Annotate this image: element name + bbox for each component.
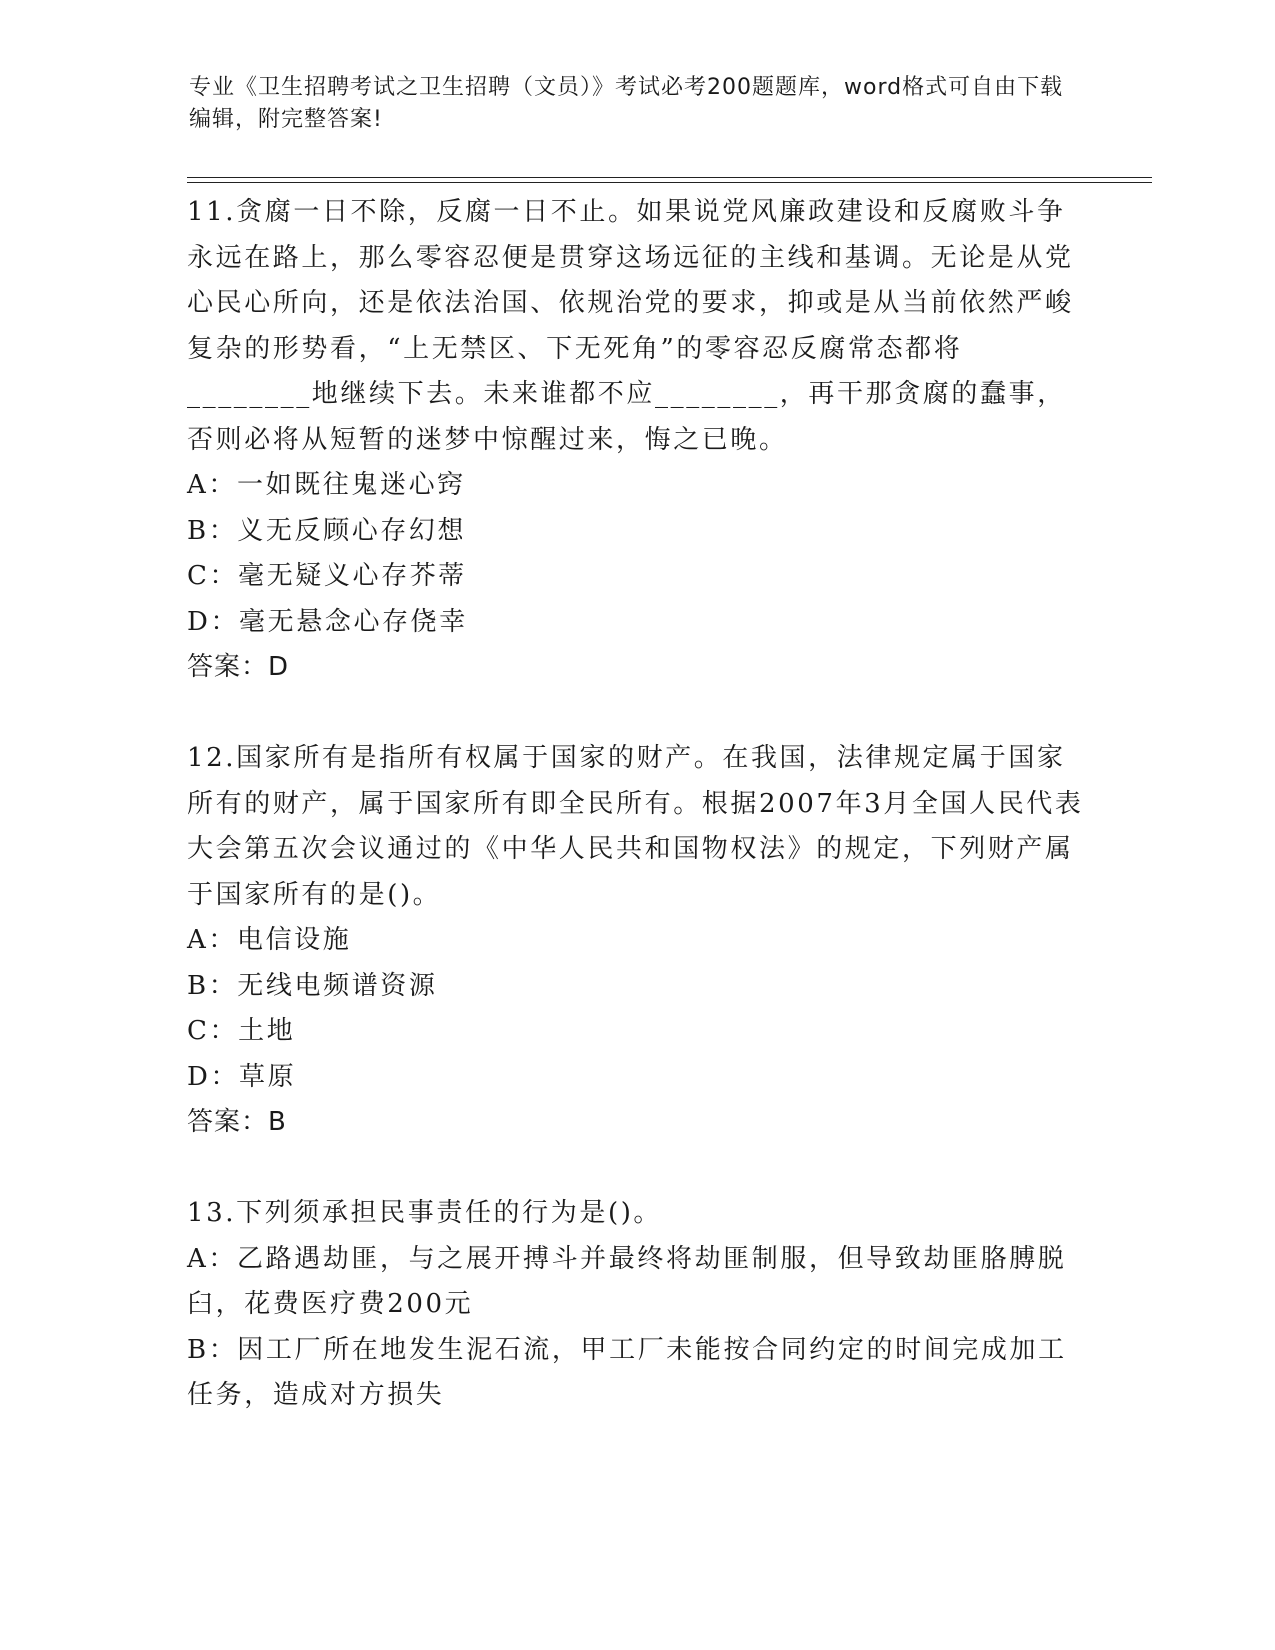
option-b: B：因工厂所在地发生泥石流，甲工厂未能按合同约定的时间完成加工任务，造成对方损失: [187, 1334, 1067, 1410]
question-list: [187, 190, 1087, 1419]
answer-line: 答案：B: [187, 1107, 287, 1137]
question-11: [187, 190, 1087, 691]
answer-line: 答案：D: [187, 652, 290, 682]
question-spacer: [187, 1146, 1087, 1192]
option-a: A：电信设施: [187, 925, 352, 955]
question-stem: 12.国家所有是指所有权属于国家的财产。在我国，法律规定属于国家所有的财产，属于国家所有即全民所有。根据2007年3月全国人民代表大会第五次会议通过的《中华人民共和国物权法》的规定，下列财产属于国家所有的是()。: [187, 743, 1084, 910]
page-header-text: 专业《卫生招聘考试之卫生招聘（文员）》考试必考200题题库，word格式可自由下载编辑，附完整答案!: [189, 75, 1064, 132]
question-13: [187, 1191, 1087, 1419]
option-a: A：乙路遇劫匪，与之展开搏斗并最终将劫匪制服，但导致劫匪胳膊脱臼，花费医疗费200元: [187, 1243, 1067, 1319]
option-d: D：毫无悬念心存侥幸: [187, 606, 468, 637]
option-b: B：义无反顾心存幻想: [187, 515, 467, 546]
option-a: A：一如既往鬼迷心窍: [187, 470, 466, 500]
header-divider-bottom: [187, 182, 1152, 183]
header-divider-top: [187, 177, 1152, 178]
option-d: D：草原: [187, 1061, 297, 1092]
question-12: [187, 736, 1087, 1146]
question-stem: 11.贪腐一日不除，反腐一日不止。如果说党风廉政建设和反腐败斗争永远在路上，那么零容忍便是贯穿这场远征的主线和基调。无论是从党心民心所向，还是依法治国、依规治党的要求，抑或是从当前依然严峻复杂的形势看，“上无禁区、下无死角”的零容忍反腐常态都将________地继续下去。未来谁都不应________，再干那贪腐的蠢事，否则必将从短暂的迷梦中惊醒过来，悔之已晚。: [187, 197, 1074, 455]
option-b: B：无线电频谱资源: [187, 970, 438, 1001]
option-c: C：毫无疑义心存芥蒂: [187, 561, 467, 591]
option-c: C：土地: [187, 1016, 296, 1046]
question-spacer: [187, 691, 1087, 737]
question-stem: 13.下列须承担民事责任的行为是()。: [187, 1198, 663, 1228]
